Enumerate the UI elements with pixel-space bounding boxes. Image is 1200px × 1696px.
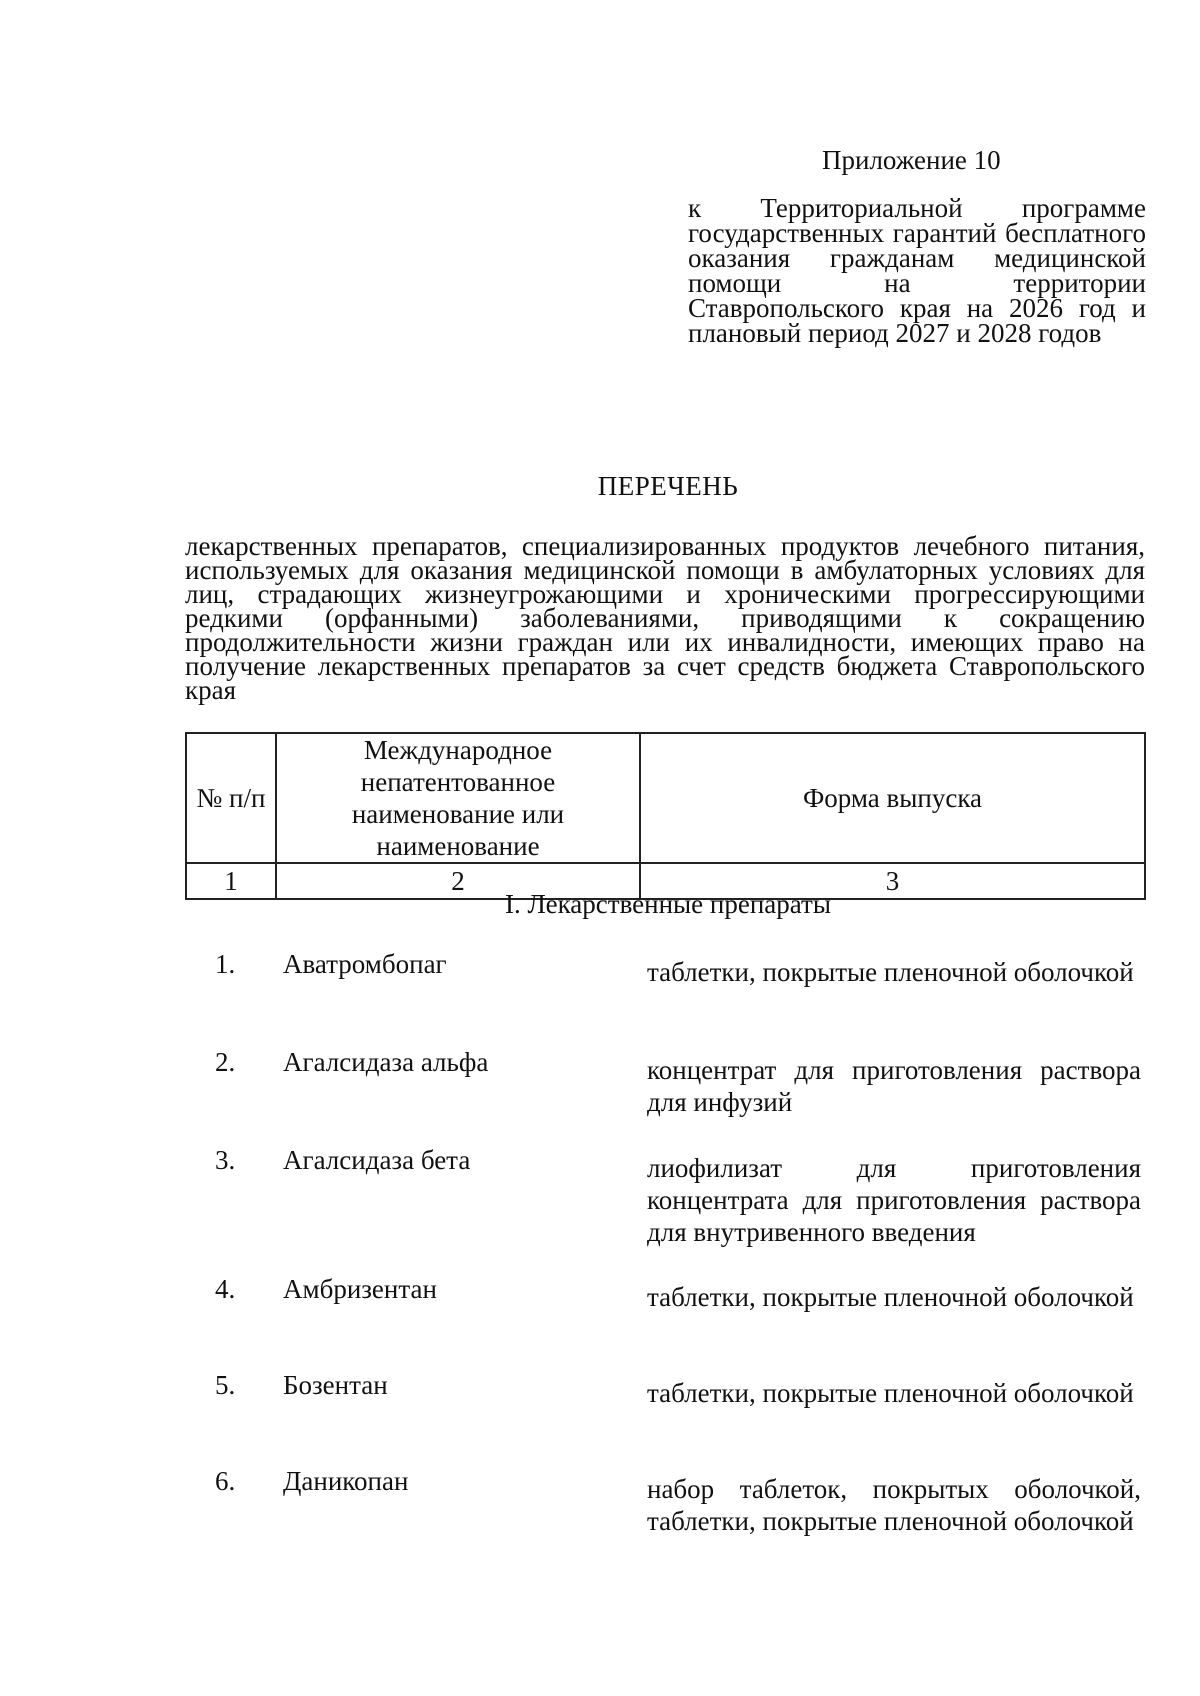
section-title: I. Лекарственные препараты [504,889,832,919]
appendix-reference: к Территориальной программе государственных гарантий бесплатного оказания гражданам медицинской помощи на территории Ставропольского края на 2026 год и плановый период 2027 и 2028 годов [688,193,1146,348]
header-number: № п/п [186,733,276,863]
list-heading: ПЕРЕЧЕНЬ [597,471,739,501]
drug-form: набор таблеток, покрытых оболочкой, таблетки, покрытые пленочной оболочкой [647,1474,1141,1536]
drug-name: Даникопан [283,1466,409,1496]
column-number-2: 2 [276,863,640,899]
drug-form: лиофилизат для приготовления концентрата для приготовления раствора для внутривенного введения [647,1153,1141,1247]
header-form: Форма выпуска [640,733,1145,863]
drug-form: таблетки, покрытые пленочной оболочкой [647,1378,1134,1408]
drug-number: 4. [215,1274,236,1304]
table-header-row [186,733,1145,863]
drug-form: таблетки, покрытые пленочной оболочкой [647,957,1134,987]
drug-form: таблетки, покрытые пленочной оболочкой [647,1282,1134,1312]
drug-number: 3. [215,1145,236,1175]
drug-name: Бозентан [283,1370,388,1400]
header-name: Международное непатентованное наименование или наименование [276,733,640,863]
drug-name: Агалсидаза бета [283,1145,471,1175]
list-description: лекарственных препаратов, специализированных продуктов лечебного питания, используемых для оказания медицинской помощи в амбулаторных условиях для лиц, страдающих жизнеугрожающими и хроническими прогрессирующими редкими (орфанными) заболеваниями, приводящими к сокращению продолжительности жизни граждан или их инвалидности, имеющих право на получение лекарственных препаратов за счет средств бюджета Ставропольского края [185,531,1145,705]
drug-number: 5. [215,1370,236,1400]
drug-number: 6. [215,1466,236,1496]
drug-name: Амбризентан [283,1274,437,1304]
appendix-title: Приложение 10 [822,145,1001,175]
drug-name: Агалсидаза альфа [283,1047,489,1077]
column-number-3: 3 [640,863,1145,899]
column-number-1: 1 [186,863,276,899]
list-header-table [185,732,1146,900]
drug-number: 2. [215,1047,236,1077]
drug-form: концентрат для приготовления раствора для инфузий [647,1055,1141,1117]
drug-number: 1. [215,949,236,979]
drug-name: Аватромбопаг [283,949,447,979]
